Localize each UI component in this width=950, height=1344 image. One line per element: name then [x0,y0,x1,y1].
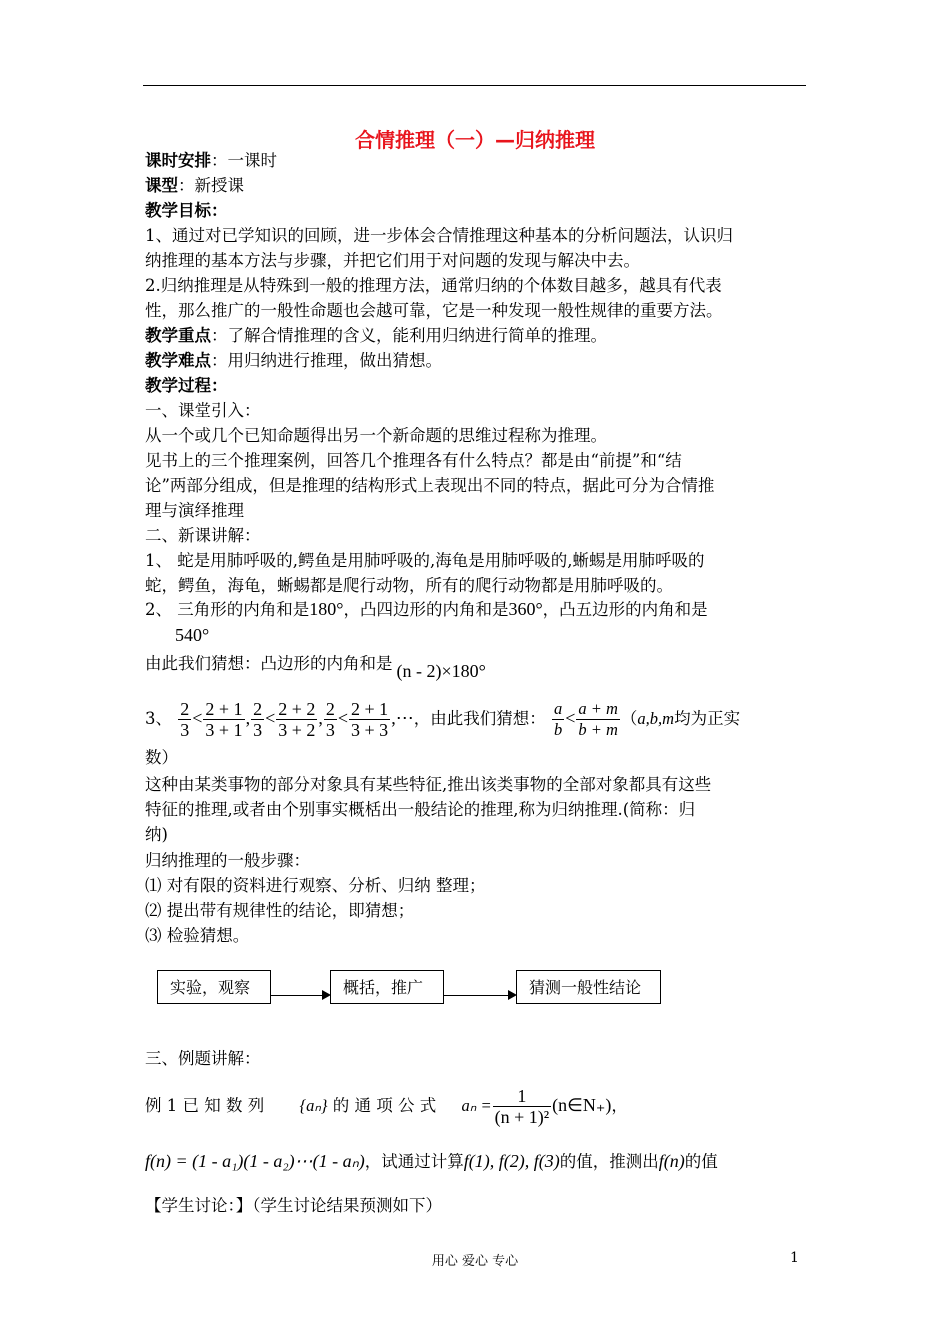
goal1-line1: 1、通过对已学知识的回顾，进一步体会合情推理这种基本的分析问题法，认识归 [145,226,733,245]
guess1-line: 由此我们猜想：凸边形的内角和是 (n - 2)×180° [145,654,486,681]
discussion-line: 【学生讨论：】（学生讨论结果预测如下） [145,1196,442,1215]
flow-arrow [271,995,329,996]
definition-line2: 特征的推理,或者由个别事实概栝出一般结论的推理,称为归纳推理.(简称：归 [145,800,696,819]
flow-arrow [444,995,515,996]
schedule-line: 课时安排：一课时 [145,151,277,170]
example1-line2: f(n) = (1 - a₁)(1 - a₂)⋯(1 - aₙ)，试通过计算f(1), f(2), f(3)的值，推测出f(n)的值 [145,1151,718,1171]
item2-line: 2、 三角形的内角和是180°，凸四边形的内角和是360°，凸五边形的内角和是 [145,599,708,619]
fraction: $\frac{2 + 1}{3 + 3}$ [351,699,389,740]
fraction: $\frac{2 + 2}{3 + 2}$ [278,699,316,740]
key-point-line: 教学重点：了解合情推理的含义，能利用归纳进行简单的推理。 [145,326,607,345]
fraction: $\frac{2}{3}$ [180,699,190,740]
flow-box-generalize: 概括，推广 [330,970,444,1004]
section-example-heading: 三、例题讲解： [145,1049,261,1068]
page-number: 1 [790,1250,799,1266]
step-3: ⑶ 检验猜想。 [145,926,250,945]
example1-line1: 例 1 已 知 数 列 {aₙ} 的 通 项 公 式 aₙ = $\frac{1}{\text{(n + 1)²}}$ (n∈N₊)， [145,1086,628,1127]
item1-line2: 蛇，鳄鱼，海龟，蜥蜴都是爬行动物，所有的爬行动物都是用肺呼吸的。 [145,576,673,595]
item2-v3: 540° [175,625,210,645]
step-2: ⑵ 提出带有规律性的结论，即猜想； [145,901,415,920]
process-heading: 教学过程： [145,376,228,395]
type-line: 课型：新授课 [145,176,244,195]
fraction: $\frac{1}{\text{(n + 1)²}}$ [494,1086,550,1127]
difficulty-line: 教学难点：用归纳进行推理，做出猜想。 [145,351,442,370]
fraction: $\frac{a + m}{b + m}$ [578,699,618,739]
intro-line4: 理与演绎推理 [145,501,244,520]
step-1: ⑴ 对有限的资料进行观察、分析、归纳 整理； [145,876,486,895]
fraction: $\frac{a}{b}$ [553,699,563,739]
section-intro-heading: 一、课堂引入： [145,401,261,420]
fraction: $\frac{2}{3}$ [325,699,335,740]
fraction: $\frac{2 + 1}{3 + 1}$ [205,699,243,740]
definition-line3: 纳) [145,825,168,844]
page-footer: 用心 爱心 专心 [431,1254,519,1269]
section-new-heading: 二、新课讲解： [145,526,261,545]
fraction: $\frac{2}{3}$ [253,699,263,740]
intro-line1: 从一个或几个已知命题得出另一个新命题的思维过程称为推理。 [145,426,607,445]
goal2-line1: 2.归纳推理是从特殊到一般的推理方法，通常归纳的个体数目越多，越具有代表 [145,276,722,295]
intro-line3: 论”两部分组成，但是推理的结构形式上表现出不同的特点，据此可分为合情推 [145,476,715,495]
flow-box-observe: 实验，观察 [157,970,271,1004]
flow-box-conjecture: 猜测一般性结论 [516,970,661,1004]
page-title: 合情推理（一）—归纳推理 [355,128,595,152]
item1-line1: 1、 蛇是用肺呼吸的,鳄鱼是用肺呼吸的,海龟是用肺呼吸的,蜥蜴是用肺呼吸的 [145,551,705,570]
item3-cont: 数） [145,748,178,767]
header-rule [143,85,806,86]
steps-title: 归纳推理的一般步骤： [145,851,310,870]
goal1-line2: 纳推理的基本方法与步骤，并把它们用于对问题的发现与解决中去。 [145,251,640,270]
goals-heading: 教学目标： [145,201,228,220]
item3-line: 3、 $\frac{2}{3}$ < $\frac{2 + 1}{3 + 1}$ , $\frac{2}{3}$ < $\frac{2 + 2}{3 + 2}$ , $\frac{2}{3}$ < $\frac{2 + 1}{3 + 3}$ ,⋯，由此我们猜想： $\frac{a}{b}$ < $\frac{a + m}{b + m}$ （a,b,m均为正实 [145,699,741,740]
intro-line2: 见书上的三个推理案例，回答几个推理各有什么特点？都是由“前提”和“结 [145,451,682,470]
definition-line1: 这种由某类事物的部分对象具有某些特征,推出该类事物的全部对象都具有这些 [145,775,712,794]
goal2-line2: 性，那么推广的一般性命题也会越可靠，它是一种发现一般性规律的重要方法。 [145,301,723,320]
